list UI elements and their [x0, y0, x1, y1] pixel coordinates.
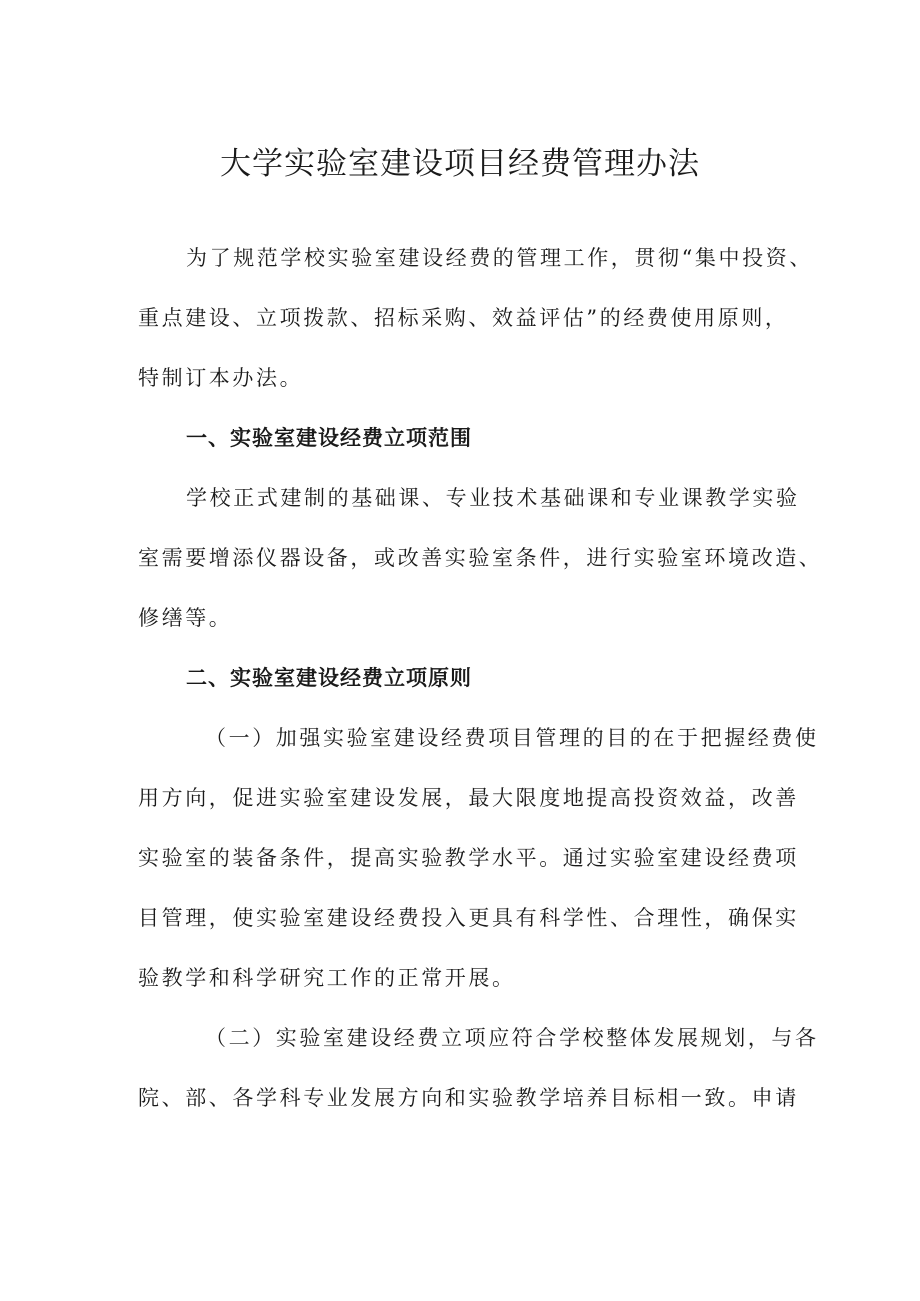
- section-1-heading: 一、实验室建设经费立项范围: [186, 426, 472, 450]
- section-1-line-3: 修缮等。: [138, 606, 233, 630]
- intro-line-1: 为了规范学校实验室建设经费的管理工作，贯彻“集中投资、: [186, 246, 813, 270]
- section-2-item-1-line-5: 验教学和科学研究工作的正常开展。: [138, 966, 516, 990]
- document-title: 大学实验室建设项目经费管理办法: [220, 146, 700, 182]
- section-2-item-1-line-2: 用方向，促进实验室建设发展，最大限度地提高投资效益，改善: [138, 786, 799, 810]
- section-2-item-1-line-4: 目管理，使实验室建设经费投入更具有科学性、合理性，确保实: [138, 906, 799, 930]
- section-1-line-1: 学校正式建制的基础课、专业技术基础课和专业课教学实验: [186, 486, 800, 510]
- section-2-item-1-line-1: （一）加强实验室建设经费项目管理的目的在于把握经费使: [205, 726, 819, 750]
- section-1-line-2: 室需要增添仪器设备，或改善实验室条件，进行实验室环境改造、: [138, 546, 823, 570]
- section-2-item-2-line-1: （二）实验室建设经费立项应符合学校整体发展规划，与各: [205, 1026, 819, 1050]
- section-2-item-1-line-3: 实验室的装备条件，提高实验教学水平。通过实验室建设经费项: [138, 846, 799, 870]
- intro-line-2: 重点建设、立项拨款、招标采购、效益评估”的经费使用原则，: [138, 306, 789, 330]
- intro-line-3: 特制订本办法。: [138, 366, 304, 390]
- section-2-item-2-line-2: 院、部、各学科专业发展方向和实验教学培养目标相一致。申请: [138, 1086, 799, 1110]
- section-2-heading: 二、实验室建设经费立项原则: [186, 666, 472, 690]
